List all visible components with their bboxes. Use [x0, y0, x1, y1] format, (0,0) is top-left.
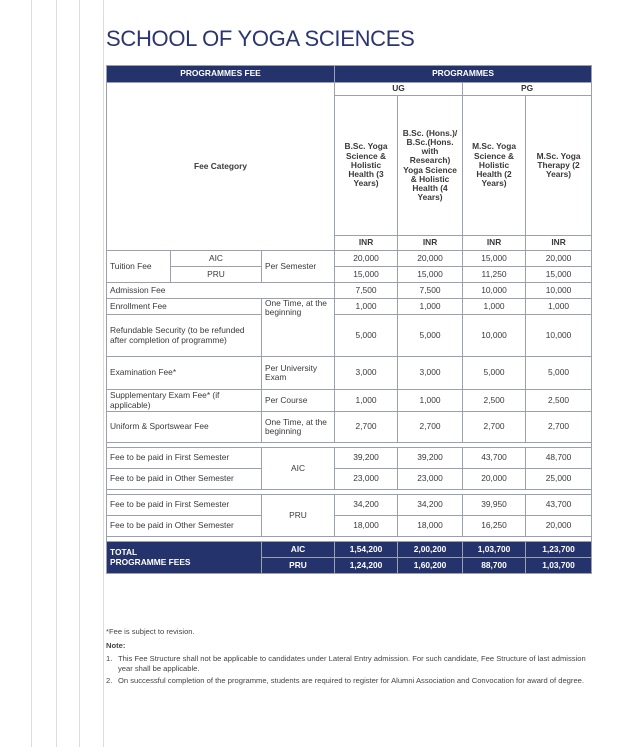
security-fee-label: Refundable Security (to be refunded after completion of programme) [107, 315, 262, 357]
fee-cell: 20,000 [398, 251, 463, 267]
programme-header: M.Sc. Yoga Science & Holistic Health (2 Years) [463, 96, 526, 236]
fee-cell: 34,200 [398, 495, 463, 516]
fee-cell: 34,200 [335, 495, 398, 516]
per-university-exam-label: Per University Exam [262, 357, 335, 390]
note-item [106, 676, 591, 686]
first-semester-label: Fee to be paid in First Semester [107, 495, 262, 516]
fee-cell: 1,000 [463, 299, 526, 315]
fee-cell: 10,000 [463, 283, 526, 299]
tuition-fee-label: Tuition Fee [107, 251, 171, 283]
total-cell: 1,03,700 [526, 558, 592, 574]
total-cell: 1,60,200 [398, 558, 463, 574]
one-time-label: One Time, at the beginning [262, 299, 335, 357]
fee-cell: 1,000 [398, 390, 463, 412]
admission-fee-label: Admission Fee [107, 283, 335, 299]
fee-cell: 15,000 [463, 251, 526, 267]
fee-cell: 10,000 [526, 283, 592, 299]
total-cell: 1,24,200 [335, 558, 398, 574]
fee-cell: 15,000 [526, 267, 592, 283]
fee-cell: 7,500 [335, 283, 398, 299]
fee-cell: 2,500 [526, 390, 592, 412]
fee-cell: 18,000 [335, 516, 398, 537]
revision-note: *Fee is subject to revision. [106, 627, 195, 636]
aic-label: AIC [171, 251, 262, 267]
fee-cell: 23,000 [335, 469, 398, 490]
currency-cell: INR [398, 236, 463, 251]
total-cell: 1,54,200 [335, 542, 398, 558]
total-cell: 1,23,700 [526, 542, 592, 558]
fee-cell: 5,000 [398, 315, 463, 357]
total-label-line1: TOTAL [110, 546, 138, 557]
fee-cell: 20,000 [335, 251, 398, 267]
total-label-line2: PROGRAMME FEES [110, 556, 191, 567]
note-number: 2. [106, 676, 113, 685]
note-number: 1. [106, 653, 113, 663]
first-semester-label: Fee to be paid in First Semester [107, 448, 262, 469]
fee-cell: 5,000 [463, 357, 526, 390]
fee-cell: 48,700 [526, 448, 592, 469]
fee-cell: 39,200 [335, 448, 398, 469]
fee-cell: 2,700 [335, 412, 398, 443]
total-cell: 88,700 [463, 558, 526, 574]
currency-cell: INR [335, 236, 398, 251]
fee-cell: 25,000 [526, 469, 592, 490]
programme-header: M.Sc. Yoga Therapy (2 Years) [526, 96, 592, 236]
pru-label: PRU [171, 267, 262, 283]
per-course-label: Per Course [262, 390, 335, 412]
fee-cell: 16,250 [463, 516, 526, 537]
total-cell: 1,03,700 [463, 542, 526, 558]
pru-group-label: PRU [262, 495, 335, 537]
fee-cell: 15,000 [335, 267, 398, 283]
fee-cell: 18,000 [398, 516, 463, 537]
uniform-fee-label: Uniform & Sportswear Fee [107, 412, 262, 443]
header-programmes: PROGRAMMES [335, 66, 592, 83]
fee-cell: 20,000 [526, 251, 592, 267]
fee-cell: 3,000 [398, 357, 463, 390]
fee-cell: 5,000 [335, 315, 398, 357]
header-programmes-fee: PROGRAMMES FEE [107, 66, 335, 83]
enrollment-fee-label: Enrollment Fee [107, 299, 262, 315]
fee-cell: 2,500 [463, 390, 526, 412]
margin-line-4 [103, 0, 104, 747]
fee-cell: 1,000 [526, 299, 592, 315]
exam-fee-label: Examination Fee* [107, 357, 262, 390]
fee-cell: 1,000 [335, 390, 398, 412]
fee-cell: 15,000 [398, 267, 463, 283]
total-pru-label: PRU [262, 558, 335, 574]
other-semester-label: Fee to be paid in Other Semester [107, 469, 262, 490]
fee-cell: 1,000 [335, 299, 398, 315]
fee-cell: 39,200 [398, 448, 463, 469]
pg-header: PG [463, 83, 592, 96]
fee-cell: 10,000 [526, 315, 592, 357]
currency-cell: INR [526, 236, 592, 251]
page-title: SCHOOL OF YOGA SCIENCES [106, 26, 415, 51]
margin-line-2 [56, 0, 57, 747]
total-aic-label: AIC [262, 542, 335, 558]
fee-cell: 10,000 [463, 315, 526, 357]
note-text: This Fee Structure shall not be applicable to candidates under Lateral Entry admission. For such candidate, Fee Structure of last admission year shall be applicable. [118, 653, 586, 673]
per-semester-label: Per Semester [262, 251, 335, 283]
margin-line-3 [79, 0, 80, 747]
ug-header: UG [335, 83, 463, 96]
note-item [106, 654, 591, 675]
fee-cell: 1,000 [398, 299, 463, 315]
fee-cell: 7,500 [398, 283, 463, 299]
aic-group-label: AIC [262, 448, 335, 490]
fee-cell: 43,700 [526, 495, 592, 516]
fee-cell: 2,700 [526, 412, 592, 443]
fee-cell: 43,700 [463, 448, 526, 469]
notes-heading: Note: [106, 641, 126, 651]
margin-line-1 [31, 0, 32, 747]
notes-section [106, 627, 591, 686]
fee-cell: 2,700 [398, 412, 463, 443]
fee-cell: 2,700 [463, 412, 526, 443]
fee-cell: 5,000 [526, 357, 592, 390]
fee-cell: 23,000 [398, 469, 463, 490]
fee-cell: 39,950 [463, 495, 526, 516]
fee-table [106, 65, 592, 574]
one-time-label: One Time, at the beginning [262, 412, 335, 443]
currency-cell: INR [463, 236, 526, 251]
other-semester-label: Fee to be paid in Other Semester [107, 516, 262, 537]
fee-category-header: Fee Category [107, 83, 335, 251]
supplementary-fee-label: Supplementary Exam Fee* (if applicable) [107, 390, 262, 412]
fee-cell: 11,250 [463, 267, 526, 283]
programme-header: B.Sc. (Hons.)/ B.Sc.(Hons. with Research) Yoga Science & Holistic Health (4 Years) [398, 96, 463, 236]
fee-cell: 3,000 [335, 357, 398, 390]
fee-cell: 20,000 [463, 469, 526, 490]
total-cell: 2,00,200 [398, 542, 463, 558]
programme-header: B.Sc. Yoga Science & Holistic Health (3 Years) [335, 96, 398, 236]
note-text: On successful completion of the programme, students are required to register for Alumni Association and Convocation for award of degree. [118, 676, 584, 685]
fee-cell: 20,000 [526, 516, 592, 537]
total-label [107, 542, 262, 574]
